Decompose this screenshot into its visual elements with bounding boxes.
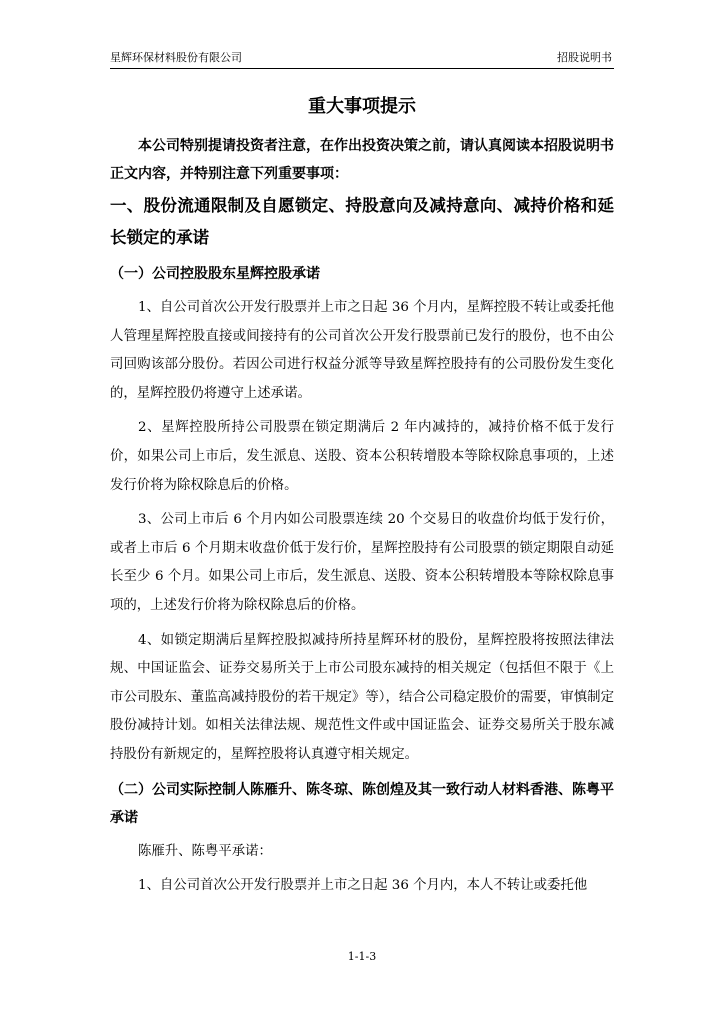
intro-notice: 本公司特别提请投资者注意，在作出投资决策之前，请认真阅读本招股说明书正文内容，并特别注意下列重要事项： xyxy=(110,138,614,182)
paragraph: 4、如锁定期满后星辉控股拟减持所持星辉环材的股份，星辉控股将按照法律法规、中国证监会、证券交易所关于上市公司股东减持的相关规定（包括但不限于《上市公司股东、董监高减持股份的若干规定》等），结合公司稳定股价的需要，审慎制定股份减持计划。如相关法律法规、规范性文件或中国证监会、证券交易所关于股东减持股份有新规定的，星辉控股将认真遵守相关规定。 xyxy=(110,632,614,762)
paragraph: 2、星辉控股所持公司股票在锁定期满后 2 年内减持的，减持价格不低于发行价，如果公司上市后，发生派息、送股、资本公积转增股本等除权除息事项的，上述发行价将为除权除息后的价格。 xyxy=(110,420,614,493)
paragraph: 陈雁升、陈粤平承诺： xyxy=(138,843,272,859)
paragraph: 1、自公司首次公开发行股票并上市之日起 36 个月内，本人不转让或委托他 xyxy=(138,878,588,894)
page-body xyxy=(110,94,614,907)
section-heading-lockup-commitments: 一、股份流通限制及自愿锁定、持股意向及减持意向、减持价格和延长锁定的承诺 xyxy=(110,196,614,247)
document-title: 重大事项提示 xyxy=(308,96,416,117)
subsection-heading-actual-controllers: （二）公司实际控制人陈雁升、陈冬琼、陈创煌及其一致行动人材料香港、陈粤平承诺 xyxy=(110,781,614,826)
paragraph: 3、公司上市后 6 个月内如公司股票连续 20 个交易日的收盘价均低于发行价，或者上市后 6 个月期末收盘价低于发行价，星辉控股持有公司股票的锁定期限自动延长至少 6 个月。如果公司上市后，发生派息、送股、资本公积转增股本等除权除息事项的，上述发行价将为除权除息后的价格。 xyxy=(110,512,614,613)
header-document-type: 招股说明书 xyxy=(557,51,612,64)
page-footer xyxy=(0,950,724,964)
header-company-name: 星辉环保材料股份有限公司 xyxy=(110,51,242,64)
page-header xyxy=(110,50,614,69)
page-number: 1-1-3 xyxy=(347,950,377,963)
paragraph: 1、自公司首次公开发行股票并上市之日起 36 个月内，星辉控股不转让或委托他人管理星辉控股直接或间接持有的公司首次公开发行股票前已发行的股份，也不由公司回购该部分股份。若因公司进行权益分派等导致星辉控股持有的公司股份发生变化的，星辉控股仍将遵守上述承诺。 xyxy=(110,300,614,401)
subsection-heading-controlling-shareholder: （一）公司控股股东星辉控股承诺 xyxy=(110,266,320,282)
